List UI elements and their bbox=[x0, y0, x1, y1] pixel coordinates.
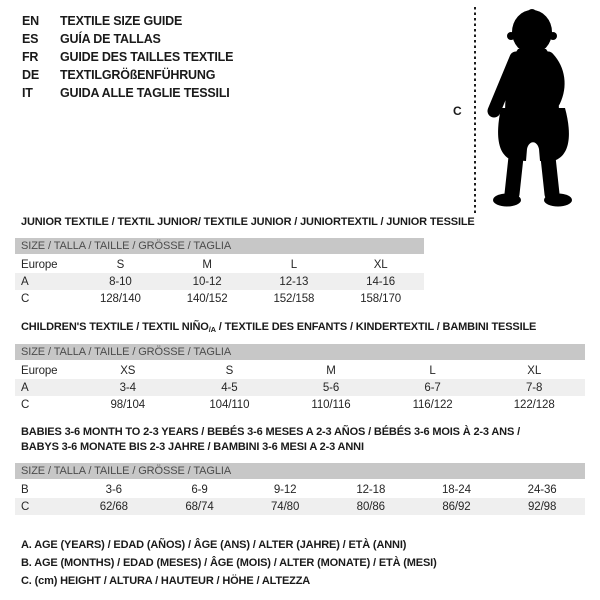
footnotes bbox=[21, 536, 437, 590]
cell: 140/152 bbox=[186, 292, 228, 305]
cell: L bbox=[429, 364, 436, 377]
lang-label: TEXTILE SIZE GUIDE bbox=[60, 14, 183, 28]
size-header-bar: SIZE / TALLA / TAILLE / GRÖSSE / TAGLIA bbox=[15, 238, 424, 254]
title-text: / TEXTILE DES ENFANTS / KINDERTEXTIL / BAMBINI TESSILE bbox=[215, 321, 537, 333]
cell: 9-12 bbox=[273, 483, 297, 496]
cell: 8-10 bbox=[109, 275, 132, 288]
cell: XS bbox=[120, 364, 136, 377]
lang-row-en bbox=[22, 12, 233, 30]
row-label: B bbox=[21, 483, 29, 496]
lang-code: DE bbox=[22, 68, 39, 82]
cell: 86/92 bbox=[442, 500, 471, 513]
cell: 74/80 bbox=[271, 500, 300, 513]
cell: 116/122 bbox=[412, 398, 453, 411]
babies-table bbox=[15, 481, 585, 515]
cell: XL bbox=[527, 364, 542, 377]
cell: 3-6 bbox=[105, 483, 122, 496]
lang-label: GUÍA DE TALLAS bbox=[60, 32, 161, 46]
babies-section-title bbox=[21, 425, 581, 455]
cell: 92/98 bbox=[528, 500, 557, 513]
cell: 3-4 bbox=[119, 381, 136, 394]
lang-code: ES bbox=[22, 32, 39, 46]
cell: 12-18 bbox=[356, 483, 386, 496]
table-row bbox=[15, 498, 585, 515]
cell: 18-24 bbox=[441, 483, 471, 496]
table-row bbox=[15, 396, 585, 413]
table-row bbox=[15, 362, 585, 379]
cell: 80/86 bbox=[356, 500, 385, 513]
junior-size-table bbox=[15, 238, 424, 307]
table-row bbox=[15, 379, 585, 396]
cell: 128/140 bbox=[99, 292, 141, 305]
table-row bbox=[15, 481, 585, 498]
lang-label: TEXTILGRÖßENFÜHRUNG bbox=[60, 68, 216, 82]
table-row bbox=[15, 273, 424, 290]
lang-code: FR bbox=[22, 50, 39, 64]
cell: 110/116 bbox=[311, 398, 351, 411]
cell: 158/170 bbox=[360, 292, 402, 305]
size-header-bar: SIZE / TALLA / TAILLE / GRÖSSE / TAGLIA bbox=[15, 463, 585, 479]
cell: 5-6 bbox=[322, 381, 340, 394]
junior-section-title: JUNIOR TEXTILE / TEXTIL JUNIOR/ TEXTILE JUNIOR / JUNIORTEXTIL / JUNIOR TESSILE bbox=[21, 216, 475, 228]
height-measure-label: C bbox=[453, 104, 462, 118]
title-text: CHILDREN'S TEXTILE / TEXTIL NIÑO bbox=[21, 321, 209, 333]
lang-label: GUIDA ALLE TAGLIE TESSILI bbox=[60, 86, 230, 100]
cell: 7-8 bbox=[526, 381, 543, 394]
cell: 104/110 bbox=[209, 398, 250, 411]
footnote-a: A. AGE (YEARS) / EDAD (AÑOS) / ÂGE (ANS) / ALTER (JAHRE) / ETÀ (ANNI) bbox=[21, 539, 407, 551]
cell: M bbox=[326, 364, 336, 377]
footnote-c: C. (cm) HEIGHT / ALTURA / HAUTEUR / HÖHE / ALTEZZA bbox=[21, 575, 311, 587]
babies-title-line1: BABIES 3-6 MONTH TO 2-3 YEARS / BEBÉS 3-6 MESES A 2-3 AÑOS / BÉBÉS 3-6 MOIS À 2-3 ANS / bbox=[21, 426, 520, 438]
cell: 24-36 bbox=[527, 483, 557, 496]
row-label: A bbox=[21, 275, 29, 288]
cell: S bbox=[225, 364, 234, 377]
height-measure-dotted-line bbox=[474, 7, 476, 213]
junior-table bbox=[15, 256, 424, 307]
lang-label: GUIDE DES TAILLES TEXTILE bbox=[60, 50, 234, 64]
cell: S bbox=[116, 258, 125, 271]
size-header-bar: SIZE / TALLA / TAILLE / GRÖSSE / TAGLIA bbox=[15, 344, 585, 360]
children-size-table bbox=[15, 344, 585, 413]
lang-code: EN bbox=[22, 14, 39, 28]
babies-size-table bbox=[15, 463, 585, 515]
row-label: C bbox=[21, 398, 30, 411]
cell: 4-5 bbox=[221, 381, 238, 394]
footnote-b: B. AGE (MONTHS) / EDAD (MESES) / ÂGE (MOIS) / ALTER (MONATE) / ETÀ (MESI) bbox=[21, 557, 437, 569]
table-row bbox=[15, 256, 424, 273]
cell: XL bbox=[373, 258, 388, 271]
lang-row-de bbox=[22, 66, 233, 84]
cell: 152/158 bbox=[273, 292, 315, 305]
lang-code: IT bbox=[22, 86, 33, 100]
lang-row-es bbox=[22, 30, 233, 48]
cell: 62/68 bbox=[99, 500, 128, 513]
lang-row-fr bbox=[22, 48, 233, 66]
table-row bbox=[15, 290, 424, 307]
cell: 6-7 bbox=[424, 381, 441, 394]
cell: 98/104 bbox=[110, 398, 146, 411]
cell: L bbox=[290, 258, 298, 271]
toddler-silhouette-icon bbox=[482, 8, 596, 212]
children-table bbox=[15, 362, 585, 413]
cell: 122/128 bbox=[513, 398, 555, 411]
cell: 68/74 bbox=[185, 500, 214, 513]
babies-title-line2: BABYS 3-6 MONATE BIS 2-3 JAHRE / BAMBINI 3-6 MESI A 2-3 ANNI bbox=[21, 441, 364, 453]
cell: M bbox=[202, 258, 212, 271]
lang-row-it bbox=[22, 84, 233, 102]
cell: 12-13 bbox=[279, 275, 309, 288]
cell: 10-12 bbox=[192, 275, 222, 288]
children-section-title bbox=[21, 321, 536, 334]
row-label: C bbox=[21, 500, 30, 513]
row-label: A bbox=[21, 381, 29, 394]
row-label: Europe bbox=[21, 258, 58, 271]
row-label: C bbox=[21, 292, 30, 305]
cell: 6-9 bbox=[191, 483, 208, 496]
row-label: Europe bbox=[21, 364, 58, 377]
language-list bbox=[22, 12, 233, 102]
title-subscript: /A bbox=[208, 325, 216, 334]
cell: 14-16 bbox=[366, 275, 396, 288]
